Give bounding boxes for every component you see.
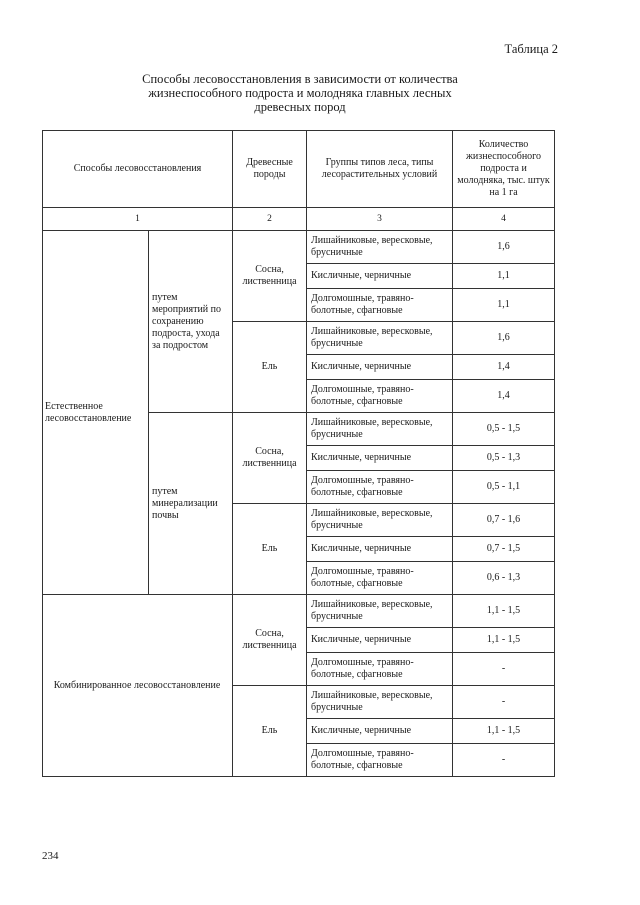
- forest-type-cell: Долгомошные, травяно-болотные, сфагновые: [307, 380, 453, 413]
- forest-type-cell: Лишайниковые, вересковые, брусничные: [307, 231, 453, 264]
- column-number: 4: [453, 208, 555, 231]
- forest-type-cell: Лишайниковые, вересковые, брусничные: [307, 322, 453, 355]
- species-cell: Сосна, лиственница: [233, 231, 307, 322]
- quantity-cell: 1,4: [453, 355, 555, 380]
- title-line: жизнеспособного подроста и молодняка главных лесных: [148, 86, 452, 100]
- forest-type-cell: Кисличные, черничные: [307, 719, 453, 744]
- forest-type-cell: Долгомошные, травяно-болотные, сфагновые: [307, 744, 453, 777]
- column-header-species: Древесные породы: [233, 131, 307, 208]
- species-cell: Сосна, лиственница: [233, 413, 307, 504]
- column-header-quantity: Количество жизнеспособного подроста и молодняка, тыс. штук на 1 га: [453, 131, 555, 208]
- table-row: [43, 231, 555, 264]
- forest-type-cell: Кисличные, черничные: [307, 355, 453, 380]
- forest-type-cell: Лишайниковые, вересковые, брусничные: [307, 504, 453, 537]
- quantity-cell: 0,7 - 1,6: [453, 504, 555, 537]
- method-natural: Естественное лесовосстановление: [43, 231, 149, 595]
- method-combined: Комбинированное лесовосстановление: [43, 595, 233, 777]
- quantity-cell: 0,7 - 1,5: [453, 537, 555, 562]
- quantity-cell: 0,6 - 1,3: [453, 562, 555, 595]
- reforestation-table: [42, 130, 555, 777]
- species-cell: Сосна, лиственница: [233, 595, 307, 686]
- column-number-row: [43, 208, 555, 231]
- forest-type-cell: Лишайниковые, вересковые, брусничные: [307, 413, 453, 446]
- species-cell: Ель: [233, 322, 307, 413]
- title-line: Способы лесовосстановления в зависимости от количества: [142, 72, 458, 86]
- column-number: 1: [43, 208, 233, 231]
- species-cell: Ель: [233, 686, 307, 777]
- forest-type-cell: Кисличные, черничные: [307, 264, 453, 289]
- page-number: 234: [42, 850, 59, 862]
- table-row: [43, 595, 555, 628]
- table-number-label: Таблица 2: [504, 42, 558, 56]
- forest-type-cell: Кисличные, черничные: [307, 446, 453, 471]
- quantity-cell: 0,5 - 1,1: [453, 471, 555, 504]
- forest-type-cell: Кисличные, черничные: [307, 537, 453, 562]
- submethod-preserve-undergrowth: путем мероприятий по сохранению подроста, ухода за подростом: [149, 231, 233, 413]
- forest-type-cell: Кисличные, черничные: [307, 628, 453, 653]
- quantity-cell: 1,1 - 1,5: [453, 628, 555, 653]
- submethod-soil-mineralization: путем минерализации почвы: [149, 413, 233, 595]
- table-header-row: [43, 131, 555, 208]
- forest-type-cell: Лишайниковые, вересковые, брусничные: [307, 595, 453, 628]
- table-title: [120, 72, 480, 114]
- quantity-cell: 0,5 - 1,3: [453, 446, 555, 471]
- forest-type-cell: Долгомошные, травяно-болотные, сфагновые: [307, 289, 453, 322]
- quantity-cell: 1,1: [453, 264, 555, 289]
- column-header-forest-types: Группы типов леса, типы лесорастительных условий: [307, 131, 453, 208]
- quantity-cell: 1,1 - 1,5: [453, 719, 555, 744]
- quantity-cell: 1,6: [453, 322, 555, 355]
- species-cell: Ель: [233, 504, 307, 595]
- title-line: древесных пород: [254, 100, 346, 114]
- forest-type-cell: Долгомошные, травяно-болотные, сфагновые: [307, 471, 453, 504]
- quantity-cell: 1,1 - 1,5: [453, 595, 555, 628]
- quantity-cell: -: [453, 744, 555, 777]
- forest-type-cell: Долгомошные, травяно-болотные, сфагновые: [307, 562, 453, 595]
- quantity-cell: -: [453, 686, 555, 719]
- column-header-methods: Способы лесовосстановления: [43, 131, 233, 208]
- forest-type-cell: Долгомошные, травяно-болотные, сфагновые: [307, 653, 453, 686]
- quantity-cell: 1,4: [453, 380, 555, 413]
- column-number: 2: [233, 208, 307, 231]
- forest-type-cell: Лишайниковые, вересковые, брусничные: [307, 686, 453, 719]
- quantity-cell: -: [453, 653, 555, 686]
- quantity-cell: 0,5 - 1,5: [453, 413, 555, 446]
- column-number: 3: [307, 208, 453, 231]
- quantity-cell: 1,1: [453, 289, 555, 322]
- quantity-cell: 1,6: [453, 231, 555, 264]
